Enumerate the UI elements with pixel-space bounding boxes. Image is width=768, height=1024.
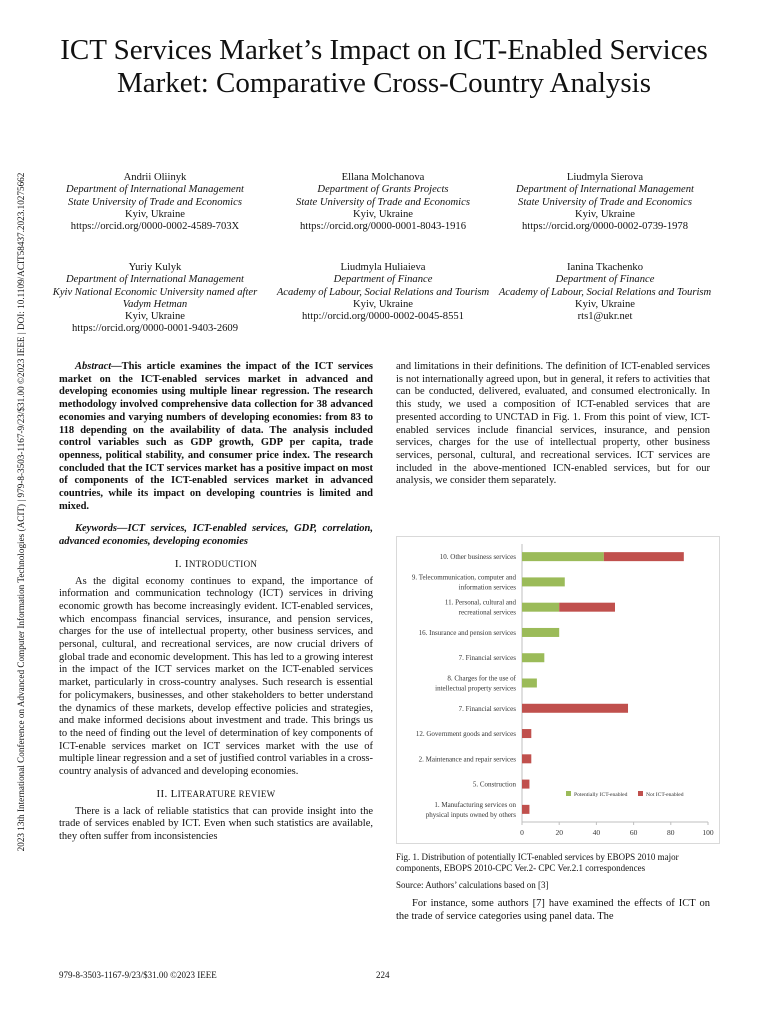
category-label: 11. Personal, cultural and recreational services <box>444 598 516 617</box>
figure-caption: Fig. 1. Distribution of potentially ICT-enabled services by EBOPS 2010 major components, EBOPS 2010-CPC Ver.2- CPC Ver.2.1 correspondences <box>396 852 679 873</box>
author-city: Kyiv, Ukraine <box>575 298 635 310</box>
bar-chart <box>396 536 720 844</box>
bar <box>522 729 531 738</box>
category-label: 5. Construction <box>472 780 516 789</box>
author-department: Department of International Management <box>515 184 694 196</box>
author-organization: Academy of Labour, Social Relations and Tourism <box>498 286 712 298</box>
paper-title: ICT Services Market’s Impact on ICT-Enabled Services Market: Comparative Cross-Country Analysis <box>60 34 708 99</box>
introduction-text: As the digital economy continues to expand, the importance of information and communication technology (ICT) services in driving economic growth has become increasingly evident. ICT-enabled services, which encompass financial services, insurance, and pension services, charges for the use of intellectual property, other business services, and personal, cultural, and recreational services, are now crucial drivers of global trade and economic development. This has led to a growing interest in the impact of the ICT services market on the ICT-enabled services market, particularly in cross-country analyses. Such research is essential for policymakers, businesses, and other stakeholders to better understand the dynamics of these markets, develop effective policies and strategies, and make informed decisions about investment and trade. This brings us to the need of finding out the level of determination of key components of ICT-enable services market on ICT services market with the use of multiple linear regression and a set of justified control variables in a cross-country analysis of advanced and developing economies. <box>59 575 373 778</box>
bar <box>522 577 565 586</box>
category-label: 1. Manufacturing services on physical inputs owned by others <box>425 800 516 819</box>
literature-review-continued: and limitations in their definitions. The definition of ICT-enabled services is not internationally agreed upon, but in general, it refers to activities that can be conducted, delivered, evaluated, and consumed electronically. In this study, we used a composition of ICT-enabled services that are presented according to UNCTAD in Fig. 1. From this point of view, ICT-enabled services include financial services, insurance, and pension services, charges for the use of intellectual property, other business services, personal, cultural, and recreational services. ICT services are included in the above-mentioned ICN-enabled services, but for our analysis, we consider them separately. <box>396 361 710 487</box>
category-label: 10. Other business services <box>439 553 516 562</box>
bar <box>522 653 544 662</box>
abstract-lead: Abstract <box>75 361 112 372</box>
category-label: 12. Government goods and services <box>415 730 516 739</box>
author-contact: https://orcid.org/0000-0002-4589-703X <box>70 221 240 233</box>
author-organization: State University of Trade and Economics <box>68 196 242 208</box>
author-name: Liudmyla Sierova <box>566 172 644 183</box>
author-department: Department of International Management <box>65 184 244 196</box>
author-name: Ellana Molchanova <box>341 172 425 183</box>
author-city: Kyiv, Ukraine <box>575 208 635 220</box>
author-card <box>268 172 498 233</box>
abstract-text: —This article examines the impact of the ICT services market on the ICT-enabled services market in advanced and developing economies using multiple linear regression. The research methodology involved comprehensive data collection for 38 advanced economies and varying numbers of developing economies: from 83 to 118 depending on the availability of data. The analysis included control variables such as GDP growth, GDP per capita, trade openness, political stability, and consumer price index. The research concluded that the ICT services market has a positive impact on most of components of the ICT-enabled services market in advanced countries, while its impact on developing countries is limited and mixed. <box>59 361 373 512</box>
legend-label: Potentially ICT-enabled <box>574 792 628 798</box>
author-department: Department of International Management <box>65 274 244 286</box>
bar <box>522 552 604 561</box>
bar <box>522 679 537 688</box>
figure-source: Source: Authors’ calculations based on [3] <box>396 880 549 890</box>
author-contact: rts1@ukr.net <box>577 311 633 323</box>
abstract <box>59 361 373 513</box>
figure-1 <box>396 536 720 844</box>
author-city: Kyiv, Ukraine <box>125 208 185 220</box>
author-contact: https://orcid.org/0000-0001-8043-1916 <box>299 221 467 233</box>
bar <box>522 780 529 789</box>
page-number: 224 <box>376 970 390 980</box>
author-department: Department of Finance <box>333 274 433 286</box>
author-card <box>490 172 720 233</box>
legend-swatch <box>566 791 571 796</box>
x-tick-label: 80 <box>667 828 675 837</box>
bar <box>559 603 615 612</box>
section-heading-literature-review: II. LITEARATURE REVIEW <box>156 787 276 800</box>
author-card <box>268 262 498 323</box>
author-city: Kyiv, Ukraine <box>353 208 413 220</box>
author-name: Liudmyla Huliaieva <box>340 262 426 273</box>
category-label: 7. Financial services <box>458 704 516 713</box>
author-name: Ianina Tkachenko <box>567 262 643 273</box>
author-card <box>490 262 720 323</box>
category-label: 9. Telecommunication, computer and information services <box>411 573 516 592</box>
x-tick-label: 100 <box>702 828 714 837</box>
author-name: Andrii Oliinyk <box>123 172 187 183</box>
author-contact: http://orcid.org/0000-0002-0045-8551 <box>302 311 464 323</box>
category-label: 7. Financial services <box>458 654 516 663</box>
sidebar-citation <box>6 152 34 872</box>
bar <box>522 603 559 612</box>
author-contact: https://orcid.org/0000-0002-0739-1978 <box>521 221 689 233</box>
author-card <box>40 262 270 336</box>
bar <box>522 704 628 713</box>
legend-label: Not ICT-enabled <box>646 792 684 798</box>
literature-review-text: There is a lack of reliable statistics that can provide insight into the trade of services enabled by ICT. Even when such statistics are available, they often suffer from inconsistencies <box>59 805 373 842</box>
bar <box>604 552 684 561</box>
category-label: 8. Charges for the use of intellectual property services <box>435 674 516 693</box>
category-label: 2. Maintenance and repair services <box>418 755 516 764</box>
author-department: Department of Finance <box>555 274 655 286</box>
x-tick-label: 40 <box>592 828 601 837</box>
author-card <box>40 172 270 233</box>
author-department: Department of Grants Projects <box>317 184 449 196</box>
author-organization: Kyiv National Economic University named after Vadym Hetman <box>52 286 258 310</box>
x-tick-label: 0 <box>520 828 524 837</box>
right-column <box>396 361 710 488</box>
legend-swatch <box>638 791 643 796</box>
section-heading-introduction: I. INTRODUCTION <box>174 557 258 570</box>
author-organization: State University of Trade and Economics <box>296 196 470 208</box>
left-column <box>59 361 373 844</box>
sidebar-citation-text: 2023 13th International Conference on Advanced Computer Information Technologies (ACIT) | 979-8-3503-1167-9/23/$31.00 ©2023 IEEE | DOI: 10.1109/ACIT58437.2023.10275662 <box>16 172 26 852</box>
x-tick-label: 20 <box>555 828 563 837</box>
category-label: 16. Insurance and pension services <box>418 628 516 637</box>
bar <box>522 628 559 637</box>
bar <box>522 754 531 763</box>
x-tick-label: 60 <box>629 828 638 837</box>
author-city: Kyiv, Ukraine <box>353 298 413 310</box>
footer-copyright: 979-8-3503-1167-9/23/$31.00 ©2023 IEEE <box>59 970 217 980</box>
author-name: Yuriy Kulyk <box>128 262 182 273</box>
keywords: Keywords—ICT services, ICT-enabled services, GDP, correlation, advanced economies, developing economies <box>59 523 373 548</box>
bar <box>522 805 529 814</box>
author-city: Kyiv, Ukraine <box>125 311 185 323</box>
body-text-continued: For instance, some authors [7] have examined the effects of ICT on the trade of service categories using panel data. The <box>396 898 710 922</box>
author-contact: https://orcid.org/0000-0001-9403-2609 <box>71 323 239 335</box>
author-organization: Academy of Labour, Social Relations and Tourism <box>276 286 490 298</box>
author-organization: State University of Trade and Economics <box>518 196 692 208</box>
